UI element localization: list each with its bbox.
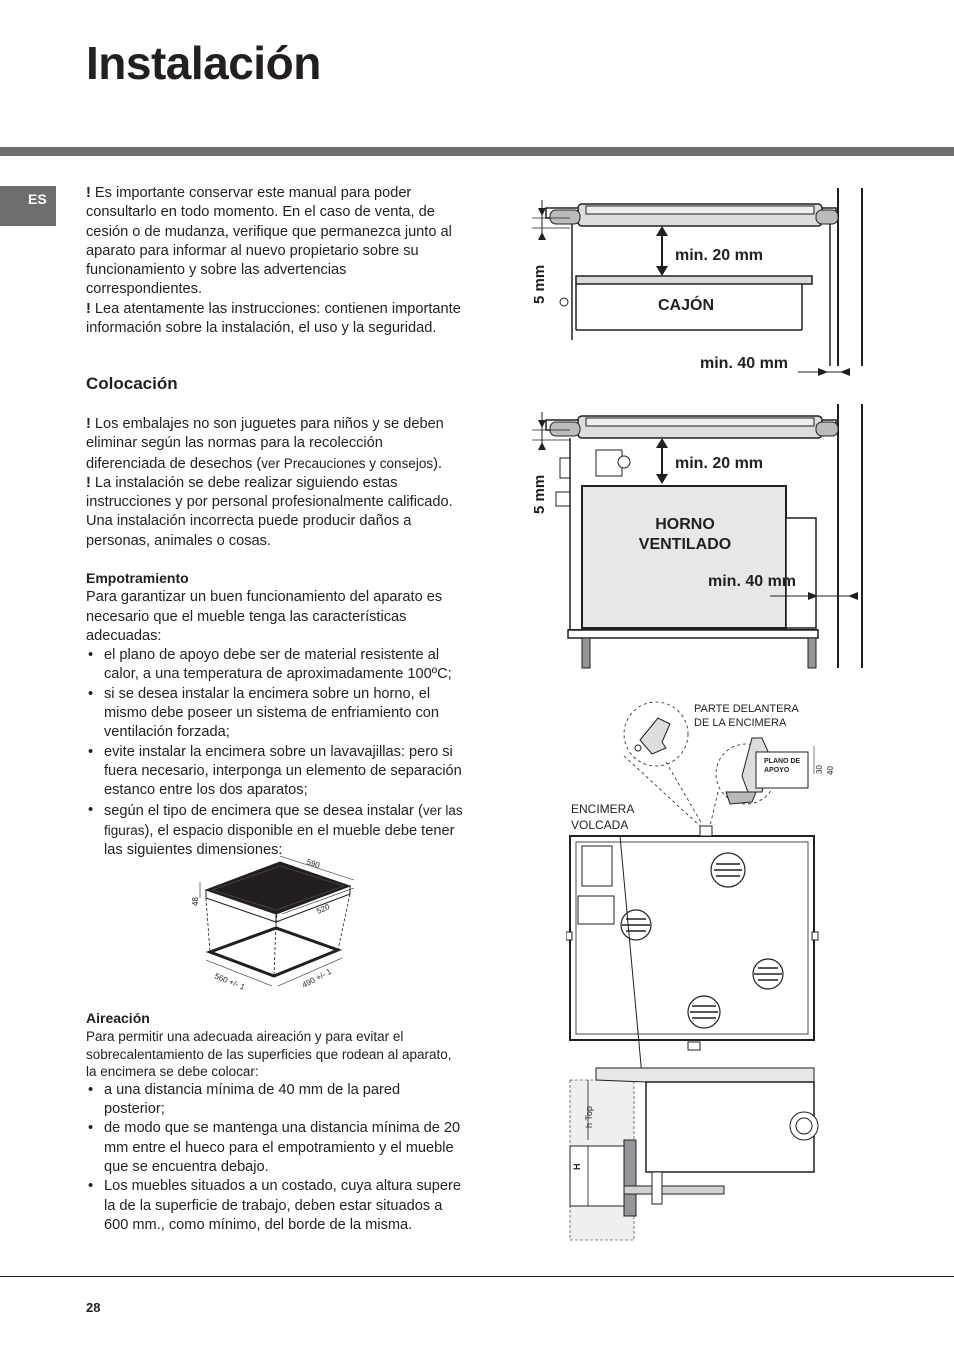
- list-item: • de modo que se mantenga una distancia mínima de 20 mm entre el hueco para el empotramiento y el mueble que se encuentra debajo.: [86, 1119, 464, 1177]
- dimension-520: 520: [315, 902, 332, 916]
- colocacion-text-2: La instalación se debe realizar siguiendo estas instrucciones y por personal profesionalmente calificado. Una instalación incorrecta puede producir daños a personas, animales o cosas.: [86, 474, 453, 549]
- list-item-text: según el tipo de encimera que se desea instalar (: [104, 802, 423, 819]
- warning-mark: !: [86, 416, 91, 432]
- h-top-label: h Top: [584, 1106, 594, 1128]
- colocacion-section: [86, 415, 464, 551]
- colocacion-text-1: Los embalajes no son juguetes para niños y se deben eliminar según las normas para la recolección diferenciada de desechos (: [86, 416, 444, 472]
- five-mm-label: 5 mm: [531, 264, 548, 304]
- dimension-590: 590: [305, 857, 321, 871]
- cajon-label: CAJÓN: [658, 297, 715, 314]
- plano-label-1: PLANO DE: [764, 758, 801, 765]
- list-item: • evite instalar la encimera sobre un lavavajillas: pero si fuera necesario, interponga un elemento de separación estanco entre los dos aparatos;: [86, 743, 464, 801]
- min-20-label: min. 20 mm: [675, 455, 764, 472]
- page-title: Instalación: [86, 37, 321, 89]
- colocacion-heading: Colocación: [86, 374, 178, 393]
- dimension-40-wrap: [826, 766, 835, 775]
- warning-mark: !: [86, 300, 91, 317]
- intro-paragraph-2: [86, 300, 464, 339]
- intro-text-1: Es importante conservar este manual para poder consultarlo en todo momento. En el caso de venta, de cesión o de mudanza, verifique que permanezca junto al aparato para informar al nuevo propietario sobre su funcionamiento y sobre las advertencias correspondientes.: [86, 185, 452, 298]
- list-item-text: ), el espacio disponible en el mueble debe tener las siguientes dimensiones:: [104, 822, 455, 859]
- empotramiento-section: [86, 569, 464, 860]
- colocacion-paragraph-1: [86, 415, 464, 474]
- five-mm-label: 5 mm: [531, 474, 548, 514]
- list-item: • si se desea instalar la encimera sobre un horno, el mismo debe poseer un sistema de enfriamiento con ventilación forzada;: [86, 685, 464, 743]
- dimension-40: 40: [825, 766, 835, 775]
- intro-paragraph-1: [86, 184, 464, 300]
- min-20-label: min. 20 mm: [675, 247, 764, 264]
- h-label: H: [572, 1163, 582, 1170]
- header-rule: [0, 147, 954, 156]
- min-40-label: min. 40 mm: [700, 355, 789, 372]
- cross-reference: ver Precauciones y consejos: [261, 455, 434, 471]
- aireacion-intro: Para permitir una adecuada aireación y para evitar el sobrecalentamiento de las superficies que rodean al aparato, la encimera se debe colocar:: [86, 1029, 452, 1080]
- dimension-30: 30: [815, 765, 824, 774]
- colocacion-text-1-end: ).: [433, 455, 443, 472]
- language-tab: ES: [0, 186, 56, 226]
- cutout-dimensions-figure: [188, 852, 368, 1002]
- horno-label: HORNO: [655, 516, 715, 533]
- cross-reference: ver las figuras: [104, 802, 463, 838]
- aireacion-heading: Aireación: [86, 1010, 150, 1026]
- dimension-560: 560 +/- 1: [213, 971, 247, 992]
- ventilado-label: VENTILADO: [638, 536, 732, 553]
- page-number: 28: [86, 1300, 101, 1315]
- empotramiento-list: [86, 646, 464, 860]
- colocacion-paragraph-2: [86, 474, 464, 551]
- min-40-label: min. 40 mm: [708, 573, 797, 590]
- encimera-label-1: ENCIMERA: [571, 802, 635, 816]
- empotramiento-heading: Empotramiento: [86, 570, 189, 586]
- oven-installation-diagram: [520, 398, 880, 673]
- list-item: • Los muebles situados a un costado, cuya altura supere la de la superficie de trabajo, deben estar situados a 600 mm., como mínimo, del borde de la misma.: [86, 1177, 464, 1235]
- warning-mark: !: [86, 474, 91, 491]
- aireacion-section: [86, 1009, 464, 1235]
- dimension-490: 490 +/- 1: [300, 966, 334, 990]
- encimera-label-2: VOLCADA: [571, 818, 629, 832]
- hob-underside-diagram: [566, 696, 826, 1246]
- aireacion-list: [86, 1081, 464, 1235]
- footer-rule: [0, 1276, 954, 1277]
- warning-mark: !: [86, 185, 91, 201]
- dimension-48: 48: [191, 897, 200, 906]
- plano-label-2: APOYO: [764, 767, 790, 774]
- list-item: • a una distancia mínima de 40 mm de la pared posterior;: [86, 1081, 464, 1120]
- drawer-installation-diagram: [520, 180, 880, 390]
- front-label-2: DE LA ENCIMERA: [694, 717, 787, 729]
- intro-text-2: Lea atentamente las instrucciones: contienen importante información sobre la instalación, el uso y la seguridad.: [86, 300, 461, 337]
- front-label-1: PARTE DELANTERA: [694, 703, 799, 715]
- empotramiento-intro: Para garantizar un buen funcionamiento del aparato es necesario que el mueble tenga las características adecuadas:: [86, 589, 443, 644]
- intro-section: [86, 184, 464, 338]
- list-item: • el plano de apoyo debe ser de material resistente al calor, a una temperatura de aproximadamente 100ºC;: [86, 646, 464, 685]
